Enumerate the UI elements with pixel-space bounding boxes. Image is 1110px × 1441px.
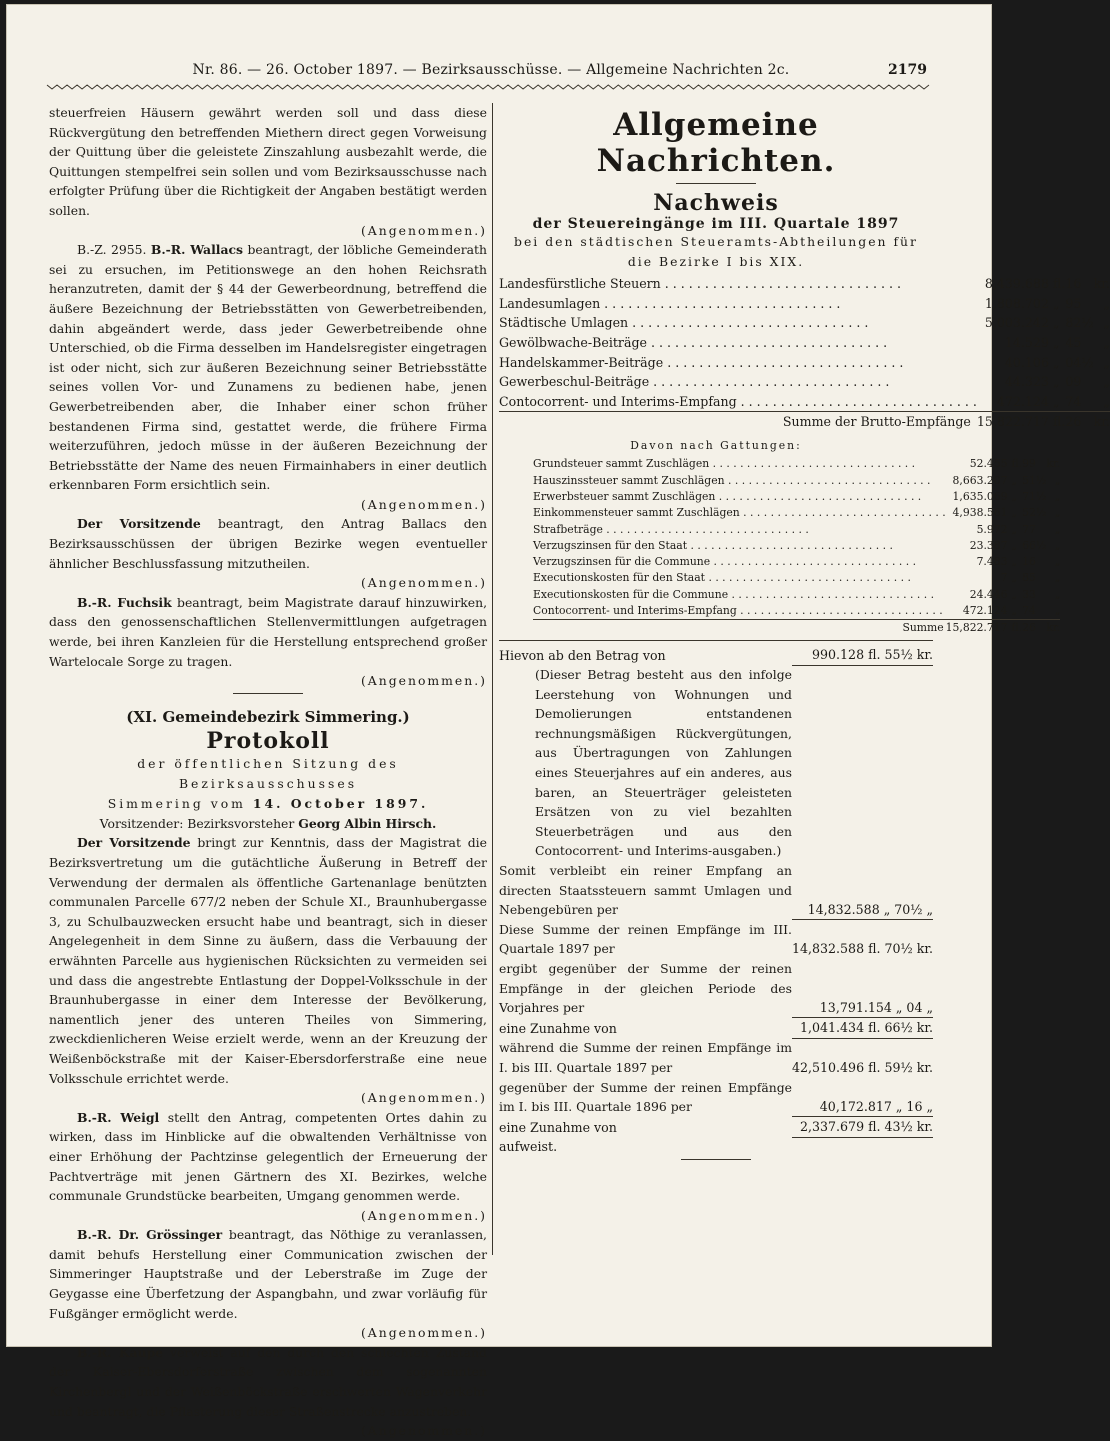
revenue-kr: kr. — [1093, 276, 1110, 292]
breakdown-table — [533, 456, 1060, 636]
calc-text: Diese Summe der reinen Empfänge im III. Quartale 1897 per — [499, 921, 792, 957]
calc-text: eine Zunahme von — [499, 1020, 617, 1036]
protokoll-heading: Protokoll — [206, 727, 330, 754]
breakdown-amount: 5.972 — [976, 522, 1008, 536]
breakdown-kr: „ — [1054, 555, 1061, 569]
calc-row — [499, 1137, 933, 1157]
adopted-note: (Angenommen.) — [360, 673, 487, 689]
breakdown-cur: „ — [1011, 489, 1018, 503]
chair-line: Vorsitzender: Bezirksvorsteher Georg Albin Hirsch. — [99, 815, 437, 831]
breakdown-row — [533, 488, 1060, 504]
revenue-table — [499, 274, 1110, 432]
breakdown-cur: „ — [1011, 555, 1018, 569]
breakdown-frac: 33 — [1022, 587, 1036, 601]
calc-text: während die Summe der reinen Empfänge im I. bis III. Quartale 1897 per — [499, 1040, 792, 1075]
sum-label: Summe der Brutto-Empfänge — [499, 412, 977, 432]
revenue-amount: 44.323 — [1004, 374, 1049, 390]
section-title: Allgemeine Nachrichten. — [596, 107, 836, 179]
calculation-table — [499, 645, 933, 1157]
breakdown-amount: 7 — [1000, 571, 1008, 585]
calc-row — [499, 1117, 933, 1138]
breakdown-frac: 52½ — [1022, 506, 1047, 520]
calc-row — [499, 920, 933, 959]
revenue-row — [499, 372, 1110, 392]
breakdown-row — [533, 570, 1060, 586]
paragraph-3: Der Vorsitzende beantragt, den Antrag Ballacs den Bezirksausschüssen der übrigen Bezirke wegen eventueller ähnlicher Beschlussfassung mitzutheilen. — [49, 516, 487, 571]
revenue-row — [499, 274, 1110, 294]
breakdown-row — [533, 554, 1060, 570]
paragraph-1: steuerfreien Häusern gewährt werden soll und dass diese Rückvergütung den betreffenden Miethern direct gegen Vorweisung der Quittung über die geleistete Zinszahlung ausbezahlt werde, die Quittungen stempelfrei sein sollen und vom Bezirksausschusse nach erfolgter Prüfung über die Richtigkeit der Angaben bestätigt werden sollen. — [49, 105, 487, 218]
revenue-amount: 472.124 — [996, 393, 1049, 409]
left-column — [49, 103, 487, 1441]
calc-value: 1,041.434 fl. 66½ kr. — [792, 1018, 933, 1039]
paragraph-5: Der Vorsitzende bringt zur Kenntnis, dass der Magistrat die Bezirksvertretung um die gutächtliche Äußerung in Betreff der Verwendung der dermalen als öffentliche Gartenanlage benützten communalen Parcelle 677/2 neben der Schule XI., Braunhubergasse 3, zu Schulbauzwecken ersucht habe und beantragt, sich in dieser Angelegenheit in dem Sinne zu äußern, dass die Verbauung der erwähnten Parcelle aus hygienischen Rücksichten zu vermeiden sei und dass die angestrebte Entlastung der Doppel-Volksschule in der Braunhubergasse in einer dem Interesse der Bevölkerung, namentlich jener des unteren Theiles von Simmering, zweckdienlicheren Weise erzielt werde, wenn an der Kreuzung der Weißenböckstraße mit der Kaiser-Ebersdorferstraße eine neue Volksschule errichtet werde. — [49, 835, 487, 1086]
revenue-frac: 09 — [1065, 374, 1082, 390]
breakdown-amount: 52.455 — [969, 457, 1008, 471]
breakdown-label: Strafbeträge . . . . . . . . . . . . . . . . . . . . . . . . . . . . . . — [533, 522, 809, 536]
breakdown-sum-fraction: 26 — [1022, 619, 1046, 636]
breakdown-row — [533, 456, 1060, 472]
breakdown-cur: „ — [1011, 571, 1018, 585]
calc-row — [499, 959, 933, 1018]
calc-value: 42,510.496 fl. 59½ kr. — [791, 1059, 933, 1075]
revenue-label: Landesumlagen . . . . . . . . . . . . . . . . . . . . . . . . . . . . . . — [499, 295, 841, 311]
paragraph-4: B.-R. Fuchsik beantragt, beim Magistrate darauf hinzuwirken, dass den genossenschaftlichen Stellenvermittlungen aufgetragen werde, bei ihren Kanzleien für die Herstellung entsprechend großer Wartelocale Sorge zu tragen. — [49, 594, 488, 669]
revenue-cur: „ — [1052, 315, 1060, 331]
adopted-note: (Angenommen.) — [360, 1325, 487, 1341]
breakdown-amount: 8,663.207 — [952, 473, 1008, 487]
revenue-label: Städtische Umlagen . . . . . . . . . . . . . . . . . . . . . . . . . . . . . . — [499, 315, 869, 331]
sum-currency: fl. — [1053, 412, 1065, 432]
breakdown-cur: „ — [1011, 604, 1018, 618]
revenue-label: Gewerbeschul-Beiträge . . . . . . . . . . . . . . . . . . . . . . . . . . . . . . — [499, 374, 890, 390]
breakdown-label: Erwerbsteuer sammt Zuschlägen . . . . . . . . . . . . . . . . . . . . . . . . . . . . . . — [533, 489, 922, 503]
revenue-cur: „ — [1052, 295, 1060, 311]
breakdown-amount: 7.483 — [976, 555, 1008, 569]
calc-value: 14,832.588 fl. 70½ kr. — [791, 941, 933, 957]
breakdown-cur: „ — [1011, 538, 1018, 552]
short-rule — [233, 693, 303, 694]
breakdown-kr: „ — [1054, 587, 1061, 601]
revenue-frac: 04½ — [1065, 354, 1094, 370]
breakdown-amount: 24.446 — [969, 587, 1008, 601]
breakdown-frac: 51½ — [1022, 473, 1047, 487]
calc-note-row — [499, 665, 933, 861]
breakdown-row — [533, 505, 1060, 521]
revenue-kr: „ — [1103, 374, 1110, 390]
revenue-cur: „ — [1052, 374, 1060, 390]
breakdown-row — [533, 472, 1060, 488]
breakdown-sum-label: Summe — [533, 619, 946, 636]
column-divider — [492, 103, 493, 1255]
breakdown-cur: „ — [1011, 506, 1018, 520]
calc-row — [499, 861, 933, 920]
short-rule — [681, 1159, 751, 1160]
breakdown-frac: 99 — [1022, 457, 1036, 471]
revenue-kr: „ — [1103, 295, 1110, 311]
calc-text: aufweist. — [499, 1139, 558, 1155]
breakdown-label: Contocorrent- und Interims-Empfang . . . . . . . . . . . . . . . . . . . . . . . . . . . . . . — [533, 604, 943, 618]
breakdown-sum-currency: fl. — [1011, 619, 1022, 636]
sum-amount: 15,822.717 — [977, 412, 1053, 432]
revenue-frac: 45 — [1065, 335, 1082, 351]
breakdown-kr: „ — [1054, 473, 1061, 487]
adopted-note: (Angenommen.) — [360, 222, 487, 238]
breakdown-kr: „ — [1054, 506, 1061, 520]
revenue-row — [499, 313, 1110, 333]
revenue-cur: fl. — [1052, 276, 1066, 292]
sum-kr: kr. — [1094, 412, 1110, 432]
revenue-row — [499, 392, 1110, 412]
revenue-amount: 40.106 — [1004, 354, 1049, 370]
revenue-label: Contocorrent- und Interims-Empfang . . . . . . . . . . . . . . . . . . . . . . . . . . . . . . — [499, 393, 977, 409]
breakdown-frac: 85 — [1022, 571, 1036, 585]
revenue-label: Gewölbwache-Beiträge . . . . . . . . . . . . . . . . . . . . . . . . . . . . . . — [499, 335, 888, 351]
right-column — [499, 103, 1110, 1160]
breakdown-frac: 16 — [1022, 555, 1036, 569]
revenue-row — [499, 352, 1110, 372]
section-heading: (XI. Gemeindebezirk Simmering.) — [126, 707, 410, 726]
breakdown-cur: „ — [1011, 473, 1018, 487]
calc-text: Somit verbleibt ein reiner Empfang an directen Staatssteuern sammt Umlagen und Nebengebüren per — [499, 863, 792, 918]
calc-note: (Dieser Betrag besteht aus den infolge Leerstehung von Wohnungen und Demolierungen entstandenen rechnungsmäßigen Rückvergütungen, aus Übertragungen von Zahlungen eines Steuerjahres auf ein anderes, aus baren, an Steuerträger geleisteten Ersätzen von zu viel bezahlten Steuerbeträgen und aus den Contocorrent- und Interims-ausgaben.) — [535, 667, 792, 859]
calc-row — [499, 1038, 933, 1077]
revenue-cur: „ — [1052, 354, 1060, 370]
breakdown-kr: „ — [1054, 489, 1061, 503]
running-head: Nr. 86. — 26. October 1897. — Bezirksausschüsse. — Allgemeine Nachrichten 2c. — [192, 62, 790, 78]
revenue-amount: 8,439.688 — [984, 276, 1049, 292]
adopted-note: (Angenommen.) — [360, 1207, 487, 1223]
sum-fraction: 26 — [1065, 412, 1093, 432]
revenue-cur: „ — [1052, 393, 1060, 409]
nachweis-heading: Nachweis — [653, 190, 779, 216]
breakdown-cur: fl. — [1011, 457, 1023, 471]
breakdown-row — [533, 537, 1060, 553]
breakdown-sum-kr: kr. — [1046, 619, 1060, 636]
revenue-cur: „ — [1052, 335, 1060, 351]
revenue-kr: „ — [1103, 335, 1110, 351]
breakdown-kr: kr. — [1046, 457, 1061, 471]
breakdown-label: Einkommensteuer sammt Zuschlägen . . . . . . . . . . . . . . . . . . . . . . . . . . . . . . — [533, 506, 946, 520]
revenue-kr: „ — [1103, 354, 1110, 370]
revenue-sum-row — [499, 412, 1110, 432]
calc-value: 40,172.817 „ 16 „ — [792, 1078, 933, 1117]
revenue-amount: 14.529 — [1004, 335, 1049, 351]
revenue-label: Handelskammer-Beiträge . . . . . . . . . . . . . . . . . . . . . . . . . . . . . . — [499, 354, 904, 370]
breakdown-amount: 4,938.561 — [952, 506, 1008, 520]
breakdown-cur: „ — [1011, 522, 1018, 536]
calc-text: eine Zunahme von — [499, 1119, 617, 1135]
revenue-amount: 5,003.242 — [984, 315, 1049, 331]
newspaper-page — [6, 4, 1110, 1439]
breakdown-label: Hauszinssteuer sammt Zuschlägen . . . . . . . . . . . . . . . . . . . . . . . . . . . . . . — [533, 473, 931, 487]
breakdown-label: Verzugszinsen für die Commune . . . . . . . . . . . . . . . . . . . . . . . . . . . . . . — [533, 555, 917, 569]
calc-row — [499, 645, 933, 665]
breakdown-label: Executionskosten für die Commune . . . . . . . . . . . . . . . . . . . . . . . . . . . . . . — [533, 587, 935, 601]
report-scope: bei den städtischen Steueramts-Abtheilungen für die Bezirke I bis XIX. — [514, 234, 918, 269]
paragraph-7: B.-R. Dr. Grössinger beantragt, das Nöthige zu veranlassen, damit behufs Herstellung einer Communication zwischen der Simmeringer Hauptstraße und der Leberstraße im Zuge der Geygasse eine Überfetzung der Aspangbahn, und zwar vorläufig für Fußgänger ermöglicht werde. — [49, 1227, 487, 1321]
revenue-amount: 1,808.702 — [984, 295, 1049, 311]
breakdown-label: Grundsteuer sammt Zuschlägen . . . . . . . . . . . . . . . . . . . . . . . . . . . . . . — [533, 457, 916, 471]
table-rule — [499, 640, 933, 641]
calc-value: 2,337.679 fl. 43½ kr. — [792, 1117, 933, 1138]
breakdown-kr: „ — [1054, 522, 1061, 536]
breakdown-label: Verzugszinsen für den Staat . . . . . . . . . . . . . . . . . . . . . . . . . . . . . . — [533, 538, 893, 552]
calc-value: 14,832.588 „ 70½ „ — [792, 861, 933, 920]
breakdown-frac: 77 — [1022, 522, 1036, 536]
breakdown-cur: „ — [1011, 587, 1018, 601]
adopted-note: (Angenommen.) — [360, 1423, 487, 1439]
paragraph-2: B.-Z. 2955. B.-R. Wallacs beantragt, der löbliche Gemeinderath sei zu ersuchen, im Petitionswege an den hohen Reichsrath heranzutreten, damit der § 44 der Gewerbeordnung, betreffend die äußere Bezeichnung der Betriebsstätten von Gewerbetreibenden, dahin abgeändert werde, dass jeder Gewerbetreibende ohne Unterschied, ob die Firma desselben im Handelsregister eingetragen ist oder nicht, sich zur äußeren Bezeichnung seiner Betriebsstätte seines vollen Vor- und Zunamens zu bedienen habe, jenen Gewerbetreibenden aber, die Inhaber einer schon früher bestandenen Firma sind, gestattet werde, die frühere Firma weiterzuführen, jedoch müsse in der äußeren Bezeichnung der Betriebsstätte der Name des neuen Firmainhabers in einer deutlich erkennbaren Form ersichtlich sein. — [49, 242, 487, 493]
revenue-row — [499, 294, 1110, 314]
revenue-kr: „ — [1103, 315, 1110, 331]
calc-value: 990.128 fl. 55½ kr. — [792, 645, 933, 665]
breakdown-frac: 66½ — [1022, 538, 1047, 552]
paragraph-6: B.-R. Weigl stellt den Antrag, competenten Ortes dahin zu wirken, dass im Hinblicke auf die obwaltenden Verhältnisse von einer Erhöhung der Pachtzinse gelegentlich der Erneuerung der Pachtverträge mit jenen Gärtnern des XI. Bezirkes, welche communale Grundstücke bearbeiten, Umgang genommen werde. — [49, 1109, 487, 1204]
paragraph-8: B.-R. Kaupe verweist auf den durch den schlechten Zustand der Kaiser-Ebersdorferstraße zwischen dem sogenannten Kirchenbergl und der Weißenböckstraße erschwerten Wagenverkehr und beantragt, die Pflasterung dieser Straßenstrecke anzustreben. — [49, 1344, 487, 1419]
calc-text: Hievon ab den Betrag von — [499, 647, 666, 663]
calc-value: 13,791.154 „ 04 „ — [792, 959, 933, 1018]
page-number: 2179 — [888, 62, 927, 78]
breakdown-row — [533, 602, 1060, 619]
header-ornament-rule — [47, 83, 929, 91]
adopted-note: (Angenommen.) — [360, 496, 487, 512]
breakdown-kr: „ — [1054, 604, 1061, 618]
calc-row — [499, 1018, 933, 1039]
revenue-frac: 82½ — [1065, 315, 1094, 331]
breakdown-frac: 71½ — [1022, 489, 1047, 503]
session-line: der öffentlichen Sitzung des Bezirksausschusses — [137, 755, 399, 791]
revenue-frac: 95 — [1065, 295, 1082, 311]
breakdown-sum-amount: 15,822.717 — [946, 619, 1012, 636]
breakdown-amount: 1,635.069 — [952, 489, 1008, 503]
revenue-frac: 74 — [1065, 393, 1082, 409]
adopted-note: (Angenommen.) — [360, 575, 487, 591]
session-date-line: Simmering vom 14. October 1897. — [107, 795, 429, 811]
revenue-frac: 16 — [1065, 276, 1082, 292]
breakdown-kr: „ — [1054, 538, 1061, 552]
breakdown-kr: „ — [1054, 571, 1061, 585]
breakdown-sum-row — [533, 619, 1060, 636]
breakdown-row — [533, 586, 1060, 602]
calc-text: ergibt gegenüber der Summe der reinen Empfänge in der gleichen Periode des Vorjahres per — [499, 961, 792, 1016]
davon-heading: Davon nach Gattungen: — [630, 438, 802, 452]
breakdown-amount: 23.387 — [969, 538, 1008, 552]
adopted-note: (Angenommen.) — [360, 1090, 487, 1106]
revenue-row — [499, 333, 1110, 353]
report-subtitle: der Steuereingänge im III. Quartale 1897 — [532, 216, 900, 232]
breakdown-frac: 74 — [1022, 604, 1036, 618]
breakdown-label: Executionskosten für den Staat . . . . . . . . . . . . . . . . . . . . . . . . . . . . . . — [533, 571, 911, 585]
short-rule — [676, 183, 756, 184]
revenue-kr: „ — [1103, 393, 1110, 409]
calc-row — [499, 1078, 933, 1117]
calc-text: gegenüber der Summe der reinen Empfänge im I. bis III. Quartale 1896 per — [499, 1079, 792, 1115]
revenue-label: Landesfürstliche Steuern . . . . . . . . . . . . . . . . . . . . . . . . . . . . . . — [499, 276, 901, 292]
breakdown-amount: 472.124 — [962, 604, 1008, 618]
breakdown-row — [533, 521, 1060, 537]
